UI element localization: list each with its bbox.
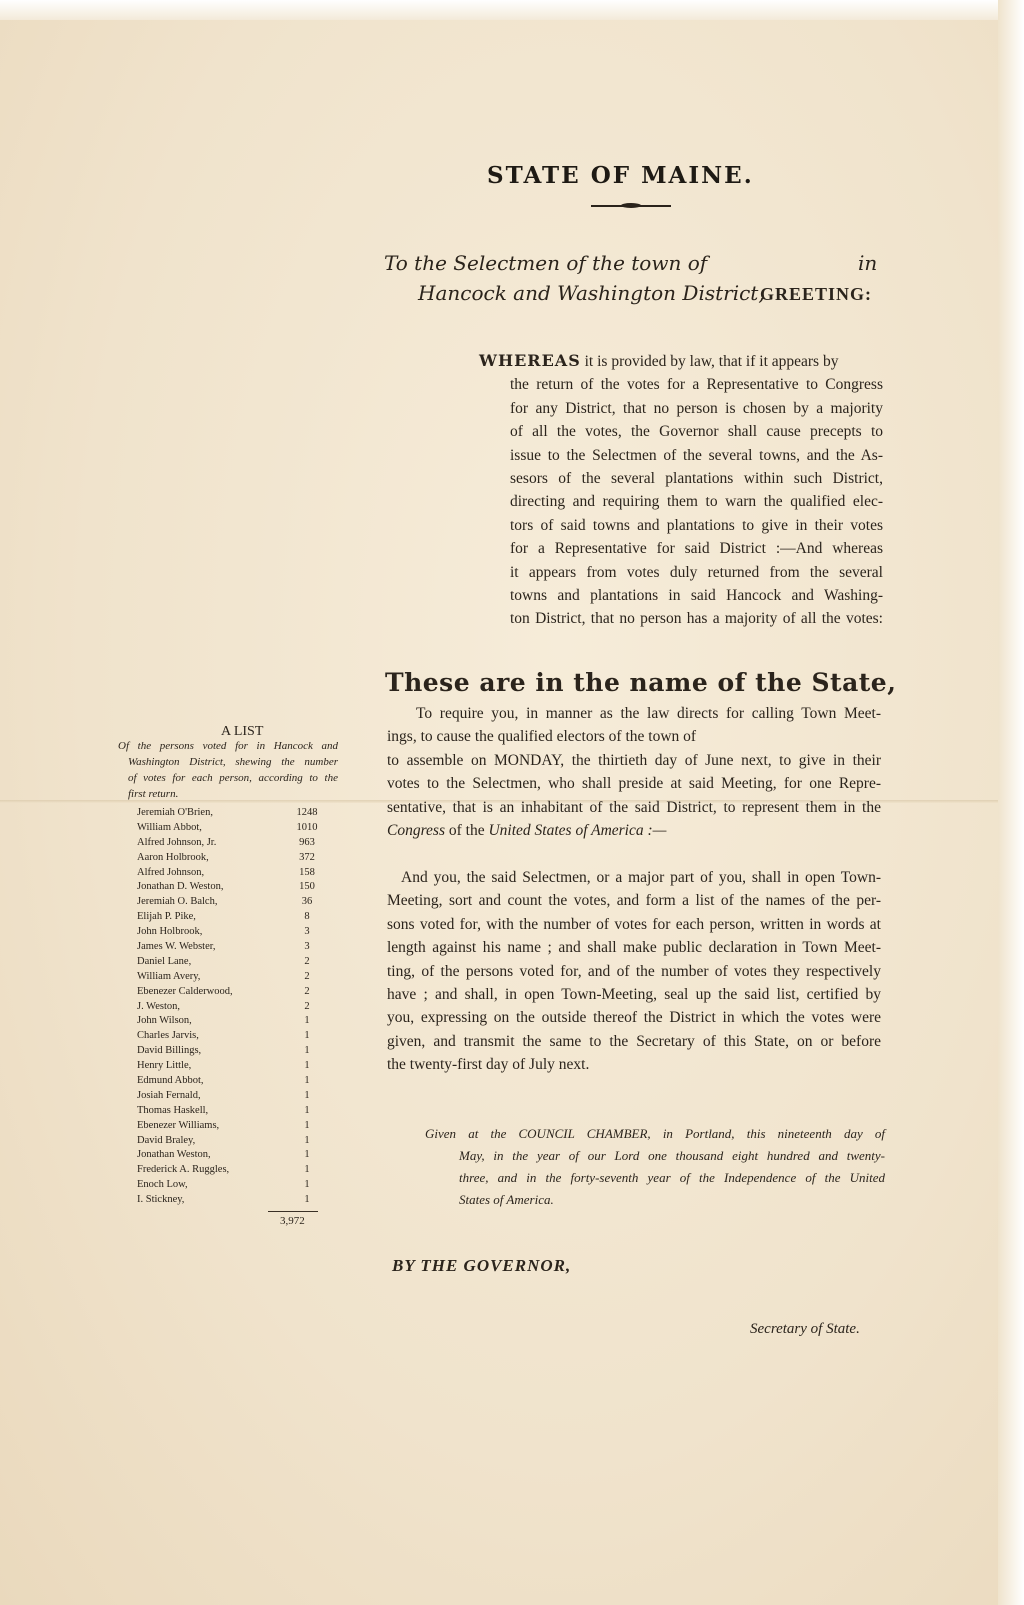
vote-row xyxy=(137,895,321,910)
vote-row xyxy=(137,1089,321,1104)
vote-count: 1 xyxy=(304,1075,310,1087)
candidate-name: Jeremiah O'Brien, xyxy=(137,807,213,818)
vote-count: 1010 xyxy=(296,821,318,833)
candidate-name: Ebenezer Calderwood, xyxy=(137,985,233,997)
require-line: To require you, in manner as the law directs for calling Town Meet- xyxy=(416,705,881,722)
whereas-line: ton District, that no person has a majority of all the votes: xyxy=(510,610,883,628)
candidate-name: Edmund Abbot, xyxy=(137,1075,204,1087)
candidate-name: Aaron Holbrook, xyxy=(137,851,209,863)
vote-list-subheading-line: Of the persons voted for in Hancock and xyxy=(118,740,338,752)
selectmen-line: length against his name ; and shall make public declaration in Town Meet- xyxy=(387,939,881,957)
selectmen-paragraph xyxy=(387,866,881,1077)
candidate-name: Frederick A. Ruggles, xyxy=(137,1164,230,1176)
selectmen-line: Meeting, sort and count the votes, and form a list of the names of the per- xyxy=(387,892,881,910)
candidate-name: Ebenezer Williams, xyxy=(137,1119,220,1131)
document-title: STATE OF MAINE. xyxy=(487,162,754,189)
vote-count: 1 xyxy=(304,1030,310,1042)
vote-row xyxy=(137,866,321,881)
vote-count: 1 xyxy=(304,1045,310,1057)
candidate-name: Alfred Johnson, xyxy=(137,866,205,878)
candidate-name: Josiah Fernald, xyxy=(137,1089,201,1101)
vote-total: 3,972 xyxy=(280,1215,305,1227)
vote-row xyxy=(137,880,321,895)
vote-row xyxy=(137,1178,321,1193)
vote-row xyxy=(137,851,321,866)
candidate-name: Charles Jarvis, xyxy=(137,1030,199,1042)
vote-list-table xyxy=(137,806,321,1208)
vote-row xyxy=(137,821,321,836)
require-line: to assemble on MONDAY, the thirtieth day of June next, to give in their xyxy=(387,751,881,769)
vote-count: 2 xyxy=(304,955,310,967)
candidate-name: Enoch Low, xyxy=(137,1179,188,1191)
vote-count: 1 xyxy=(304,1119,310,1131)
selectmen-line: given, and transmit the same to the Secretary of this State, on or before xyxy=(387,1032,881,1050)
require-line: Congress of the United States of America :— xyxy=(387,822,667,840)
vote-row xyxy=(137,1000,321,1015)
greeting: GREETING: xyxy=(760,284,873,304)
salutation-line-1: To the Selectmen of the town of xyxy=(384,251,708,275)
require-paragraph xyxy=(387,702,881,842)
vote-row xyxy=(137,1148,321,1163)
vote-count: 1 xyxy=(304,1060,310,1072)
candidate-name: I. Stickney, xyxy=(137,1194,185,1206)
vote-row xyxy=(137,955,321,970)
vote-count: 963 xyxy=(299,836,315,848)
candidate-name: Elijah P. Pike, xyxy=(137,911,196,923)
whereas-line: issue to the Selectmen of the several towns, and the As- xyxy=(510,446,883,464)
vote-list-subheading-line: first return. xyxy=(128,788,179,800)
whereas-line: WHEREAS it is provided by law, that if it appears by xyxy=(479,351,839,370)
candidate-name: Thomas Haskell, xyxy=(137,1104,209,1116)
vote-count: 1 xyxy=(304,1179,310,1191)
require-line: sentative, that is an inhabitant of the said District, to represent them in the xyxy=(387,798,881,816)
vote-row xyxy=(137,1163,321,1178)
vote-list-subheading-line: Washington District, shewing the number xyxy=(128,756,338,768)
by-the-governor: BY THE GOVERNOR, xyxy=(392,1256,572,1275)
whereas-line: for any District, that no person is chosen by a majority xyxy=(510,399,883,417)
candidate-name: William Avery, xyxy=(137,970,201,982)
whereas-line: the return of the votes for a Representative to Congress xyxy=(510,376,883,394)
given-line: States of America. xyxy=(459,1192,554,1207)
whereas-line: tors of said towns and plantations to give in their votes xyxy=(510,516,883,534)
vote-row xyxy=(137,806,321,821)
vote-count: 1 xyxy=(304,1134,310,1146)
whereas-line: sesors of the several plantations within such District, xyxy=(510,470,883,488)
secretary-of-state: Secretary of State. xyxy=(750,1321,860,1337)
candidate-name: Jonathan Weston, xyxy=(137,1149,211,1161)
vote-row xyxy=(137,940,321,955)
require-line: ings, to cause the qualified electors of the town of xyxy=(387,728,697,746)
vote-count: 1 xyxy=(304,1015,310,1027)
scan-edge-top xyxy=(0,0,1024,20)
vote-row xyxy=(137,1029,321,1044)
whereas-line: for a Representative for said District :—And whereas xyxy=(510,540,883,558)
candidate-name: Daniel Lane, xyxy=(137,955,192,967)
proclamation-heading: These are in the name of the State, xyxy=(385,668,897,697)
candidate-name: Jeremiah O. Balch, xyxy=(137,896,218,908)
whereas-paragraph xyxy=(479,349,883,631)
vote-row xyxy=(137,1104,321,1119)
vote-count: 3 xyxy=(304,941,310,953)
candidate-name: William Abbot, xyxy=(137,821,202,833)
candidate-name: Alfred Johnson, Jr. xyxy=(137,836,217,848)
candidate-name: J. Weston, xyxy=(137,1000,181,1012)
selectmen-line: you, expressing on the outside thereof the District in which the votes were xyxy=(387,1009,881,1027)
vote-row xyxy=(137,910,321,925)
candidate-name: Henry Little, xyxy=(137,1060,192,1072)
selectmen-line: the twenty-first day of July next. xyxy=(387,1056,590,1074)
vote-count: 1 xyxy=(304,1194,310,1206)
given-line: Given at the COUNCIL CHAMBER, in Portland, this nineteenth day of xyxy=(425,1126,885,1141)
vote-count: 3 xyxy=(304,926,310,938)
whereas-line: towns and plantations in said Hancock and Washing- xyxy=(510,587,883,605)
candidate-name: James W. Webster, xyxy=(137,941,216,953)
vote-row xyxy=(137,1074,321,1089)
selectmen-line: have ; and shall, in open Town-Meeting, seal up the said list, certified by xyxy=(387,986,881,1004)
require-line: votes to the Selectmen, who shall preside at said Meeting, for one Repre- xyxy=(387,775,881,793)
candidate-name: John Wilson, xyxy=(137,1015,192,1027)
candidate-name: John Holbrook, xyxy=(137,926,203,938)
vote-count: 2 xyxy=(304,970,310,982)
vote-row xyxy=(137,925,321,940)
given-line: three, and in the forty-seventh year of the Independence of the United xyxy=(459,1170,885,1185)
salutation-in: in xyxy=(858,251,878,275)
vote-row xyxy=(137,985,321,1000)
vote-count: 1 xyxy=(304,1164,310,1176)
selectmen-line: ting, of the persons voted for, and of the number of votes they respectively xyxy=(387,962,881,980)
vote-count: 1 xyxy=(304,1149,310,1161)
vote-total-rule xyxy=(268,1211,318,1212)
selectmen-line: And you, the said Selectmen, or a major part of you, shall in open Town- xyxy=(401,869,881,886)
vote-count: 1 xyxy=(304,1104,310,1116)
whereas-line: it appears from votes duly returned from the several xyxy=(510,563,883,581)
whereas-lead-word: WHEREAS xyxy=(479,351,581,370)
vote-count: 36 xyxy=(301,896,313,908)
vote-row xyxy=(137,1014,321,1029)
scan-edge-right xyxy=(998,0,1024,1605)
vote-list-subheading-line: of votes for each person, according to the xyxy=(128,772,338,784)
given-line: May, in the year of our Lord one thousand eight hundred and twenty- xyxy=(459,1148,885,1163)
title-ornament-rule xyxy=(591,205,671,207)
candidate-name: David Billings, xyxy=(137,1045,202,1057)
vote-row xyxy=(137,1134,321,1149)
candidate-name: David Braley, xyxy=(137,1134,196,1146)
vote-count: 2 xyxy=(304,985,310,997)
given-at-paragraph xyxy=(425,1123,885,1211)
vote-count: 372 xyxy=(299,851,315,863)
vote-list-heading: A LIST xyxy=(221,724,264,739)
vote-count: 158 xyxy=(299,866,315,878)
salutation-line-2: Hancock and Washington District, xyxy=(418,281,765,305)
whereas-line: of all the votes, the Governor shall cause precepts to xyxy=(510,423,883,441)
selectmen-line: sons voted for, with the number of votes for each person, written in words at xyxy=(387,915,881,933)
vote-row xyxy=(137,1193,321,1208)
whereas-line: directing and requiring them to warn the qualified elec- xyxy=(510,493,883,511)
vote-row xyxy=(137,1044,321,1059)
vote-row xyxy=(137,836,321,851)
candidate-name: Jonathan D. Weston, xyxy=(137,881,224,893)
vote-row xyxy=(137,1119,321,1134)
vote-count: 1248 xyxy=(296,807,318,818)
vote-row xyxy=(137,970,321,985)
vote-row xyxy=(137,1059,321,1074)
vote-count: 8 xyxy=(304,911,310,923)
vote-count: 2 xyxy=(304,1000,310,1012)
vote-list-subheading xyxy=(118,738,338,802)
vote-count: 1 xyxy=(304,1089,310,1101)
vote-count: 150 xyxy=(299,881,315,893)
